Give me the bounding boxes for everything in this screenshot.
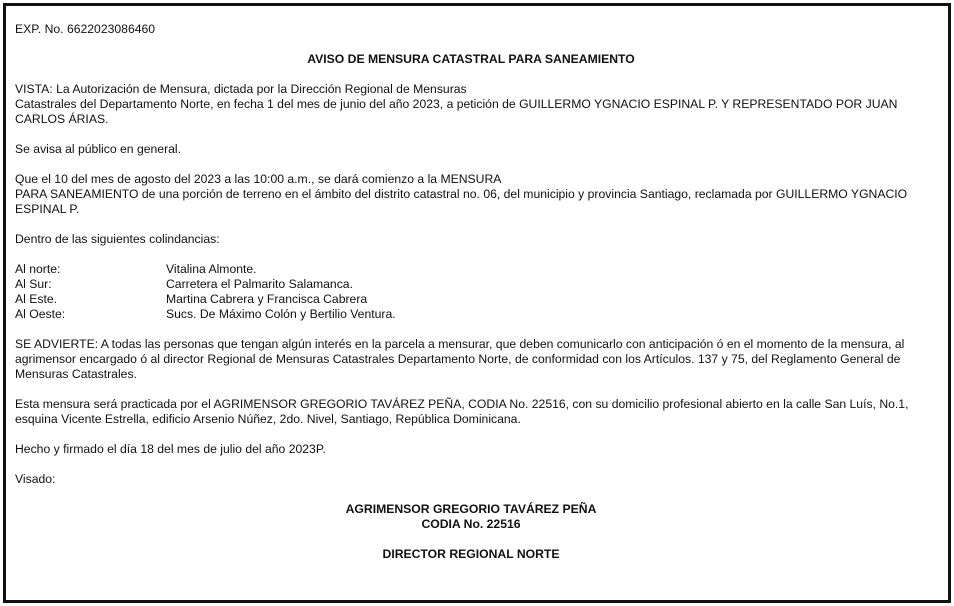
expediente-number: EXP. No. 6622023086460 <box>15 22 156 36</box>
colindancia-label-este: Al Este. <box>15 292 57 306</box>
colindancia-value-norte: Vitalina Almonte. <box>166 262 257 276</box>
signer-role: DIRECTOR REGIONAL NORTE <box>382 547 560 561</box>
signature-block <box>15 502 927 532</box>
colindancia-value-este: Martina Cabrera y Francisca Cabrera <box>166 292 368 306</box>
visado-label: Visado: <box>15 472 56 486</box>
signer-codia: CODIA No. 22516 <box>421 517 521 531</box>
colindancia-value-oeste: Sucs. De Máximo Colón y Bertilio Ventura. <box>166 307 396 321</box>
mensura-line-2: PARA SANEAMIENTO de una porción de terreno en el ámbito del distrito catastral no. 06, del municipio y provincia Santiago, reclamada por GUILLERMO YGNACIO ESPINAL P. <box>15 187 908 216</box>
mensura-date-paragraph <box>15 172 927 217</box>
colindancias-intro: Dentro de las siguientes colindancias: <box>15 232 220 246</box>
colindancia-label-sur: Al Sur: <box>15 277 52 291</box>
colindancia-label-oeste: Al Oeste: <box>15 307 66 321</box>
notice-title: AVISO DE MENSURA CATASTRAL PARA SANEAMIENTO <box>307 52 635 66</box>
vista-line-1: VISTA: La Autorización de Mensura, dictada por la Dirección Regional de Mensuras <box>15 82 467 96</box>
notice-document <box>15 22 927 577</box>
practicada-paragraph: Esta mensura será practicada por el AGRIMENSOR GREGORIO TAVÁREZ PEÑA, CODIA No. 22516, con su domicilio profesional abierto en la calle San Luís, No.1, esquina Vicente Estrella, edificio Arsenio Núñez, 2do. Nivel, Santiago, República Dominicana. <box>15 397 909 426</box>
colindancia-value-sur: Carretera el Palmarito Salamanca. <box>166 277 353 291</box>
public-notice-line: Se avisa al público en general. <box>15 142 181 156</box>
colindancia-label-norte: Al norte: <box>15 262 61 276</box>
advierte-paragraph: SE ADVIERTE: A todas las personas que tengan algún interés en la parcela a mensurar, que deben comunicarlo con anticipación ó en el momento de la mensura, al agrimensor encargado ó al director Regional de Mensuras Catastrales Departamento Norte, de conformidad con los Artículos. 137 y 75, del Reglamento General de Mensuras Catastrales. <box>15 337 905 381</box>
colindancias-list <box>15 262 927 322</box>
vista-line-2: Catastrales del Departamento Norte, en fecha 1 del mes de junio del año 2023, a petición de GUILLERMO YGNACIO ESPINAL P. Y REPRESENTADO POR JUAN CARLOS ÁRIAS. <box>15 97 898 126</box>
mensura-line-1: Que el 10 del mes de agosto del 2023 a las 10:00 a.m., se dará comienzo a la MENSURA <box>15 172 502 186</box>
hecho-line: Hecho y firmado el día 18 del mes de julio del año 2023P. <box>15 442 326 456</box>
signer-name: AGRIMENSOR GREGORIO TAVÁREZ PEÑA <box>345 502 597 516</box>
vista-paragraph <box>15 82 927 127</box>
